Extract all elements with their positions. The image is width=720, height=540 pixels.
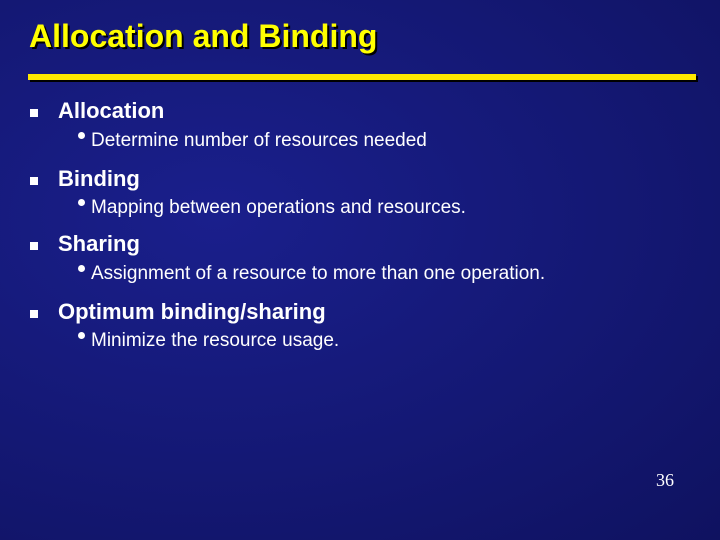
round-bullet-icon [78,265,85,272]
round-bullet-icon [78,332,85,339]
round-bullet-icon [78,132,85,139]
round-bullet-icon [78,199,85,206]
square-bullet-icon [30,109,38,117]
sub-item [78,197,466,219]
sub-item [78,263,545,285]
square-bullet-icon [30,310,38,318]
square-bullet-icon [30,177,38,185]
item-label: Allocation [58,98,165,123]
item-label: Sharing [58,231,140,256]
item-label: Binding [58,166,140,191]
sub-item-text: Assignment of a resource to more than one operation. [91,263,546,284]
slide-title: Allocation and Binding [29,18,378,54]
item-label: Optimum binding/sharing [58,299,326,324]
square-bullet-icon [30,242,38,250]
sub-item [78,130,427,152]
title-underline [28,74,696,80]
sub-item-text: Determine number of resources needed [91,130,427,151]
sub-item-text: Mapping between operations and resources. [91,197,466,218]
sub-item [78,330,339,352]
sub-item-text: Minimize the resource usage. [91,330,340,351]
page-number: 36 [656,470,674,490]
